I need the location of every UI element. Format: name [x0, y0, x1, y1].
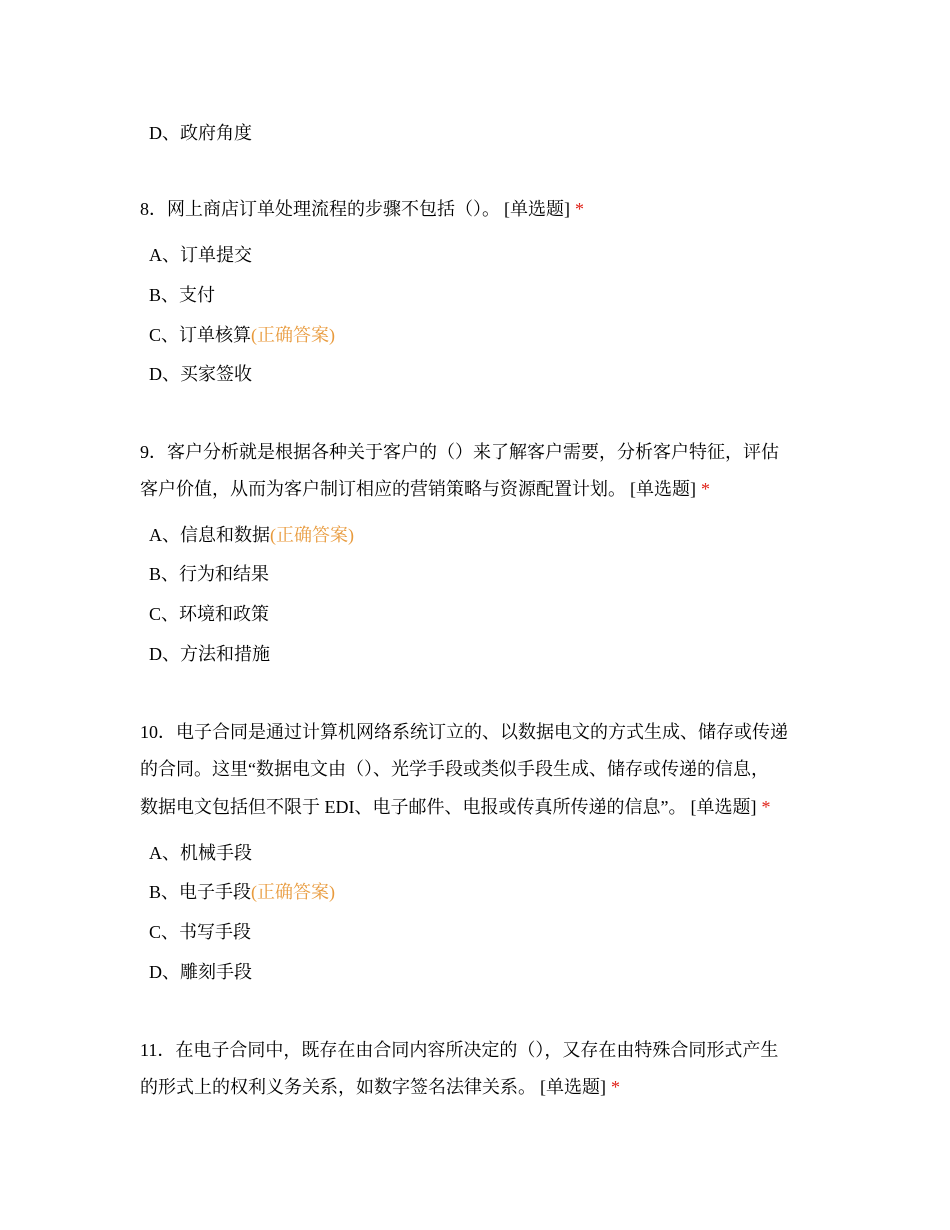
question-text	[140, 757, 769, 781]
option-item	[149, 243, 252, 267]
option-item	[149, 602, 269, 626]
question-line: 10．电子合同是通过计算机网络系统订立的、以数据电文的方式生成、储存或传递	[140, 722, 788, 742]
option-item	[149, 841, 252, 865]
question-text	[140, 440, 779, 464]
option-item	[149, 523, 354, 547]
question-text	[140, 477, 710, 501]
question-text	[140, 1075, 620, 1099]
question-text	[140, 1038, 778, 1062]
option-label: A、订单提交	[149, 245, 252, 265]
option-item	[149, 642, 270, 666]
question-text	[140, 795, 770, 819]
option-label: C、环境和政策	[149, 604, 270, 624]
question-type-tag: [单选题]	[630, 479, 696, 499]
question-type-tag: [单选题]	[540, 1077, 606, 1097]
question-type-tag: [单选题]	[690, 797, 757, 817]
option-item	[149, 880, 335, 904]
option-label: D、政府角度	[149, 123, 252, 143]
option-label: A、机械手段	[149, 843, 252, 863]
required-mark: *	[701, 479, 710, 499]
question-type-tag: [单选题]	[504, 199, 570, 219]
option-item	[149, 362, 252, 386]
required-mark: *	[611, 1077, 620, 1097]
option-label: D、方法和措施	[149, 644, 270, 664]
option-item	[149, 562, 269, 586]
option-item	[149, 920, 251, 944]
question-line: 8．网上商店订单处理流程的步骤不包括（）。	[140, 199, 500, 219]
question-text	[140, 197, 584, 221]
question-text	[140, 720, 788, 744]
correct-answer-badge: (正确答案)	[251, 882, 336, 902]
question-line: 的形式上的权利义务关系，如数字签名法律关系。	[140, 1077, 536, 1097]
option-label: D、雕刻手段	[149, 962, 252, 982]
required-mark: *	[761, 797, 771, 817]
correct-answer-badge: (正确答案)	[270, 525, 354, 545]
option-label: D、买家签收	[149, 364, 252, 384]
option-label: B、电子手段	[149, 882, 252, 902]
option-item	[149, 960, 252, 984]
question-line: 客户价值，从而为客户制订相应的营销策略与资源配置计划。	[140, 479, 626, 499]
question-line: 数据电文包括但不限于 EDI、电子邮件、电报或传真所传递的信息”。	[140, 797, 687, 817]
option-item	[149, 283, 215, 307]
correct-answer-badge: (正确答案)	[251, 325, 336, 345]
required-mark: *	[575, 199, 584, 219]
option-label: B、行为和结果	[149, 564, 270, 584]
option-label: C、书写手段	[149, 922, 252, 942]
question-line: 11．在电子合同中，既存在由合同内容所决定的（），又存在由特殊合同形式产生	[140, 1040, 779, 1060]
question-line: 的合同。这里“数据电文由（）、光学手段或类似手段生成、储存或传递的信息，	[140, 759, 769, 779]
option-label: C、订单核算	[149, 325, 252, 345]
option-label: B、支付	[149, 285, 216, 305]
question-line: 9．客户分析就是根据各种关于客户的（）来了解客户需要，分析客户特征，评估	[140, 442, 779, 462]
option-item	[149, 121, 252, 145]
option-label: A、信息和数据	[149, 525, 270, 545]
option-item	[149, 323, 335, 347]
